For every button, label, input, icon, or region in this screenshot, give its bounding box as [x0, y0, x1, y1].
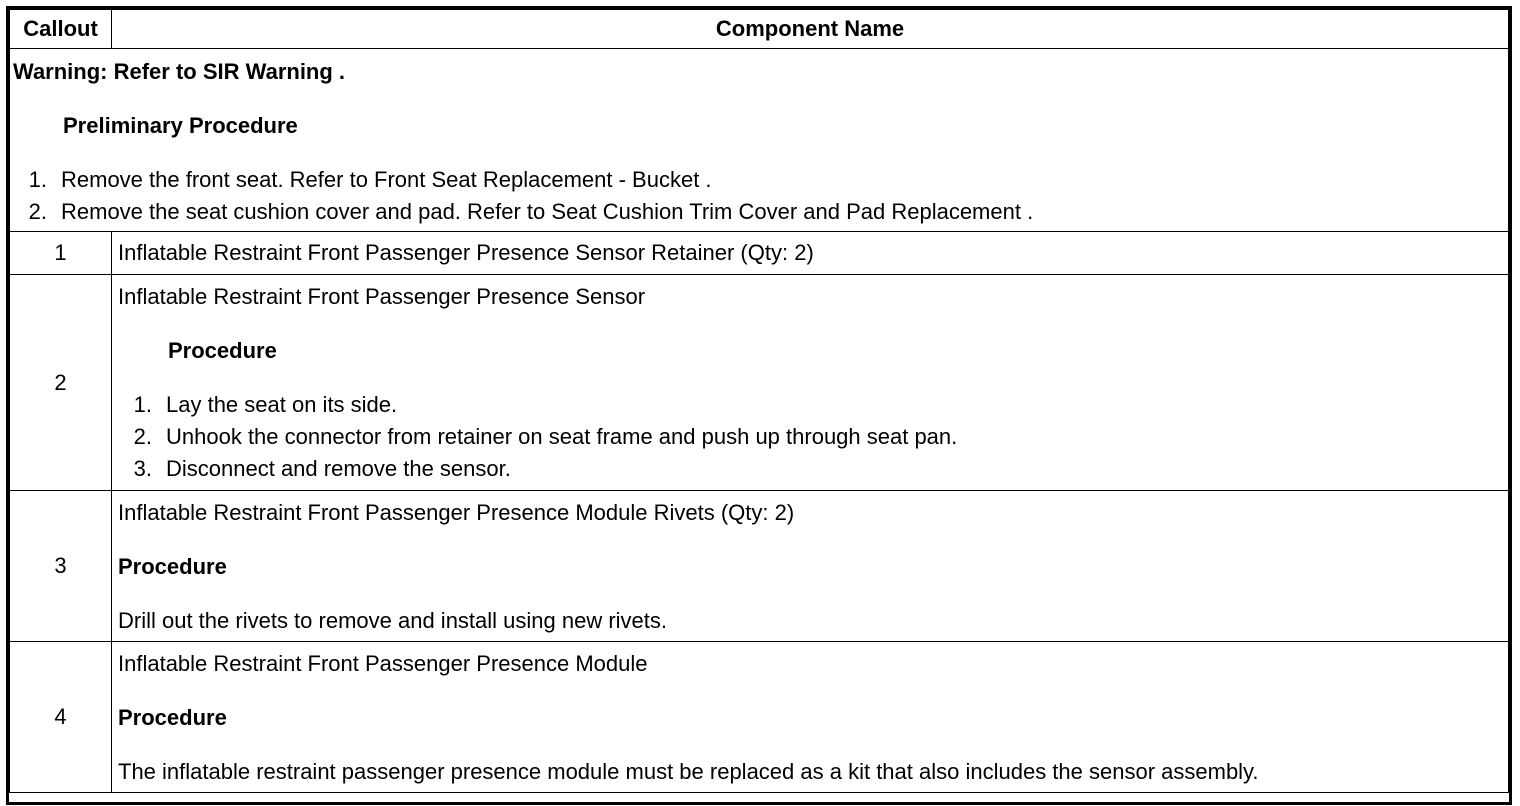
component-name: Inflatable Restraint Front Passenger Presence Sensor [118, 284, 646, 309]
component-name: Inflatable Restraint Front Passenger Presence Module Rivets (Qty: 2) [118, 500, 795, 525]
table-row [10, 232, 1509, 275]
procedure-text: The inflatable restraint passenger presence module must be replaced as a kit that also includes the sensor assembly. [118, 759, 1259, 784]
table-row [10, 642, 1509, 793]
table-row [10, 491, 1509, 642]
component-cell [112, 642, 1509, 793]
step-text: Disconnect and remove the sensor. [166, 456, 511, 481]
preliminary-procedure-heading: Preliminary Procedure [63, 113, 298, 138]
header-component-name: Component Name [112, 10, 1509, 49]
component-table [9, 9, 1509, 793]
header-callout: Callout [10, 10, 112, 49]
component-name: Inflatable Restraint Front Passenger Presence Sensor Retainer (Qty: 2) [112, 232, 1509, 275]
step-text: Unhook the connector from retainer on seat frame and push up through seat pan. [166, 424, 958, 449]
component-cell [112, 275, 1509, 491]
callout-cell: 4 [10, 642, 112, 793]
list-item: 1. Remove the front seat. Refer to Front Seat Replacement - Bucket . [28, 167, 712, 192]
procedure-heading: Procedure [168, 338, 277, 363]
component-table-frame [6, 6, 1512, 805]
step-text: Lay the seat on its side. [166, 392, 398, 417]
step-text: Remove the front seat. Refer to Front Seat Replacement - Bucket . [61, 167, 712, 192]
warning-cell [10, 49, 1509, 232]
list-item: 1. Lay the seat on its side. [133, 392, 398, 417]
warning-text: Warning: Refer to SIR Warning . [13, 59, 346, 84]
procedure-heading: Procedure [118, 554, 227, 579]
callout-cell: 3 [10, 491, 112, 642]
warning-row [10, 49, 1509, 232]
callout-cell: 1 [10, 232, 112, 275]
callout-cell: 2 [10, 275, 112, 491]
procedure-heading: Procedure [118, 705, 227, 730]
list-item: 3. Disconnect and remove the sensor. [133, 456, 511, 481]
step-text: Remove the seat cushion cover and pad. Refer to Seat Cushion Trim Cover and Pad Replacement . [61, 199, 1034, 224]
component-name: Inflatable Restraint Front Passenger Presence Module [118, 651, 648, 676]
procedure-text: Drill out the rivets to remove and install using new rivets. [118, 608, 668, 633]
table-header-row [10, 10, 1509, 49]
component-cell [112, 491, 1509, 642]
list-item: 2. Remove the seat cushion cover and pad. Refer to Seat Cushion Trim Cover and Pad Replacement . [28, 199, 1034, 224]
list-item: 2. Unhook the connector from retainer on seat frame and push up through seat pan. [133, 424, 958, 449]
table-row [10, 275, 1509, 491]
